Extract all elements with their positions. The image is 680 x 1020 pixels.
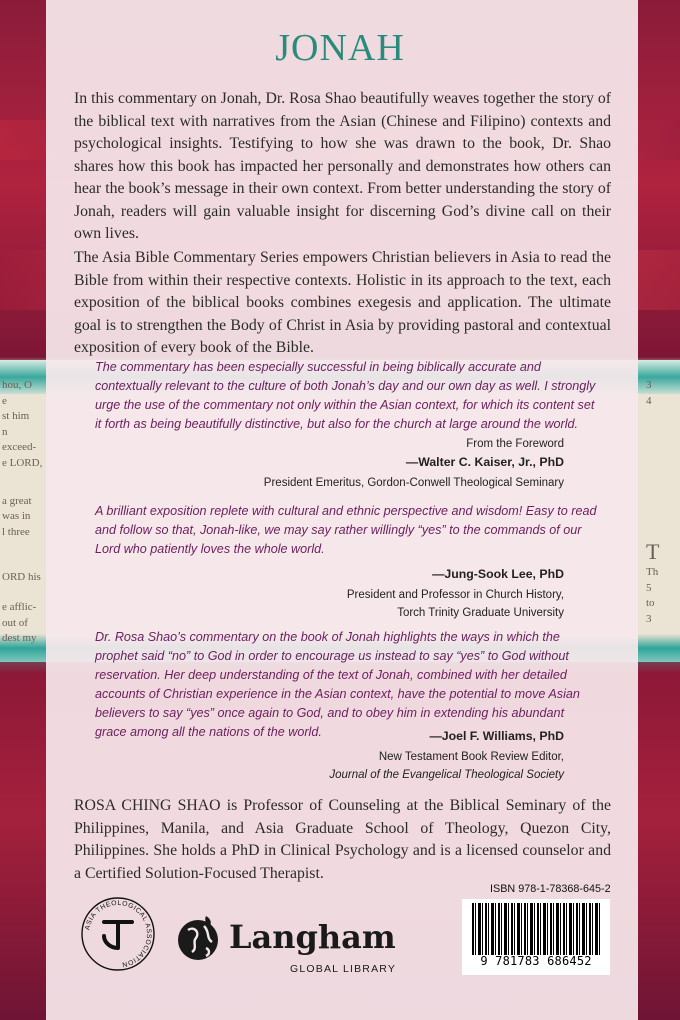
endorsement-attribution: From the Foreword —Walter C. Kaiser, Jr., PhD President Emeritus, Gordon-Conwell Theological Seminary (263, 438, 564, 489)
endorsement-quote: A brilliant exposition replete with cultural and ethnic perspective and wisdom! Easy to read and follow so that, Jonah-like, we may say rather willingly “yes” to the commands of our Lord who patiently loves the whole world. (95, 504, 597, 556)
svg-text:ASIA THEOLOGICAL ASSOCIATION: ASIA THEOLOGICAL ASSOCIATION (84, 899, 153, 968)
publisher-subtitle: GLOBAL LIBRARY (290, 963, 397, 975)
isbn-barcode (462, 899, 610, 975)
endorsement-attribution: —Joel F. Williams, PhD New Testament Book Review Editor, Journal of the Evangelical Theological Society (329, 729, 564, 781)
asia-theological-association-logo (80, 896, 156, 972)
series-paragraph: The Asia Bible Commentary Series empowers Christian believers in Asia to read the Bible from within their respective contexts. Holistic in its approach to the text, each exposition of the biblical books combines exegesis and application. The ultimate goal is to strengthen the Body of Christ in Asia by providing pastoral and contextual exposition of every book of the Bible. (74, 249, 611, 356)
endorsement-quote: Dr. Rosa Shao’s commentary on the book of Jonah highlights the ways in which the prophet said “no” to God in order to encourage us instead to say “yes” to God without reservation. Her deep understanding of the text of Jonah, combined with her detailed accounts of Christian experience in the Asian context, have the potential to move Asian believers to say “yes” once again to God, and to obey him in extending his abundant grace among all the nations of the world. (95, 630, 580, 739)
endorsement-attribution: —Jung-Sook Lee, PhD President and Professor in Church History, Torch Trinity Graduate University (346, 567, 564, 619)
barcode-bars (472, 903, 600, 955)
background-bible-text-left: hou, O e st him n exceed- e LORD, a great was in l three ORD his e afflic- out of dest my (2, 379, 43, 645)
author-bio: ROSA CHING SHAO is Professor of Counseling at the Biblical Seminary of the Philippines, Manila, and Asia Graduate School of Theology, Quezon City, Philippines. She holds a PhD in Clinical Psychology and is a licensed counselor and a Certified Solution-Focused Therapist. (74, 797, 611, 882)
isbn-label: ISBN 978-1-78368-645-2 (490, 883, 611, 895)
intro-paragraph: In this commentary on Jonah, Dr. Rosa Shao beautifully weaves together the story of the biblical text with narratives from the Asian (Chinese and Filipino) contexts and psychological insights. Testifying to how she was drawn to the book, Dr. Shao shares how this book has impacted her personally and demonstrates how others can hear the book’s message in their own context. From better understanding the story of Jonah, readers will gain valuable insight for discerning God’s divine call on their own lives. (74, 90, 611, 242)
background-bible-text-right: 3 4 T Th 5 to 3 (646, 379, 660, 625)
publisher-name: Langham (229, 918, 396, 956)
book-title: JONAH (275, 27, 405, 69)
langham-globe-icon (176, 914, 222, 962)
barcode-digits: 9 781783 686452 (480, 954, 592, 968)
endorsement-quote: The commentary has been especially successful in being biblically accurate and contextually relevant to the culture of both Jonah’s day and our own day as well. I strongly urge the use of the commentary not only within the Asian context, for which its content set it forth as being beautifully distinctive, but also for the church at large around the world. (95, 360, 596, 431)
